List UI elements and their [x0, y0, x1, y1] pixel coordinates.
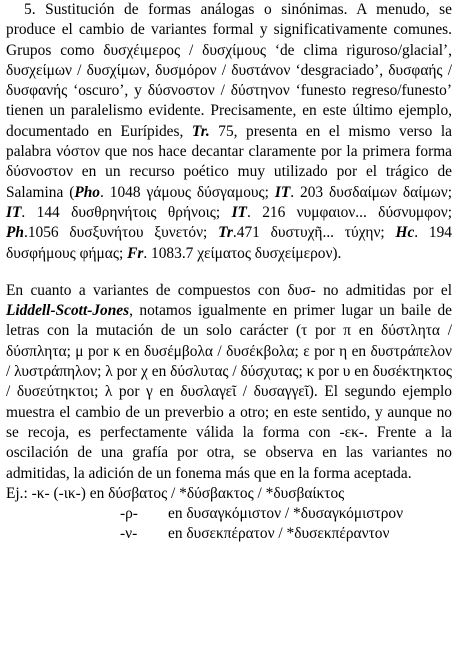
reference: Ph — [6, 224, 24, 242]
reference: IT — [274, 183, 291, 201]
example-row — [6, 524, 452, 544]
body-text: . 194 δυσφήμους φήμας; — [6, 224, 452, 262]
reference: Tr — [218, 224, 233, 242]
document-page — [6, 0, 452, 545]
examples-lead: Ej.: — [6, 484, 28, 502]
example-text: en δυσεκπέρατον / *δυσεκπέραντον — [168, 525, 390, 543]
example-mark: -ν- — [120, 525, 138, 543]
example-mark: -ρ- — [120, 505, 138, 523]
example-indent — [6, 504, 120, 524]
paragraph-gap — [6, 264, 452, 281]
body-text: .1056 δυσξυνήτου ξυνετόν; — [23, 224, 219, 242]
body-text: . 203 δυσδαίμων δαίμων; — [290, 183, 452, 201]
section-heading: Sustitución de formas análogas o sinónimas. — [45, 1, 348, 18]
reference: Fr — [127, 244, 144, 262]
body-text: A menudo, se produce el cambio de variantes formal y significativamente comunes. Grupos como δυσχέιμερος / δυσχίμους ‘de clima riguroso/glacial’, δυσχείμων / δυσχίμων, δυσμόρον / δυστάνον ‘desgraciado’, δυσφαής / δυσφανής ‘oscuro’, y δύσνοστον / δύστηνον ‘funesto regreso/funesto’ tienen un paralelismo evidente. Precisamente, en este último ejemplo, documentado en Eurípides, — [6, 1, 452, 140]
paragraph-compuestos — [6, 281, 452, 484]
example-row — [6, 484, 452, 504]
example-indent — [6, 524, 120, 544]
body-text: . 216 νυμφαιον... δύσνυμφον; — [246, 203, 452, 221]
reference: IT — [231, 203, 247, 221]
body-text: .471 δυστυχῆ... τύχην; — [232, 224, 396, 242]
body-text: , notamos igualmente en primer lugar un baile de letras con la mutación de un solo carácter (τ por π en δύστλητα / δύσπλητα; μ por κ en δυσέμβολα / δυσέκβολα; ε por η en δυστράπελον / λυστράπηλον; λ por χ en δύσλυτας / δύσχυτας; κ por υ en δυσέκτηκτος / δυσεύτηκτοι; λ por γ en δυσλαγεῖ / δυσαγγεῖ). El segundo ejemplo muestra el cambio de un preverbio a otro; en este sentido, y aunque no se recoja, es perfectamente válida la forma con -εκ-. Frente a la oscilación de una grafía por otra, se observa en las variantes no admitidas, la adición de un fonema más que en la forma aceptada. — [6, 302, 452, 482]
example-text: en δύσβατος / *δύσβακτος / *δυσβαίκτος — [89, 484, 345, 502]
reference: Hc — [395, 224, 415, 242]
paragraph-sinonimas — [6, 0, 452, 264]
body-text: . 1083.7 χείματος δυσχείμερον). — [143, 244, 342, 262]
body-text: . 1048 γάμους δύσγαμους; — [99, 183, 275, 201]
reference: Pho — [74, 183, 100, 201]
example-row — [6, 504, 452, 524]
body-text: 75, presenta en el mismo verso la palabra νόστον que nos hace decantar claramente por la primera forma δύσνοστον en un recurso poético muy utilizado por el trágico de Salamina ( — [6, 122, 452, 201]
body-text: En cuanto a variantes de compuestos con δυσ- no admitidas por el — [6, 281, 452, 299]
examples-block — [6, 484, 452, 545]
reference: Tr. — [191, 122, 210, 140]
example-text: en δυσαγκόμιστον / *δυσαγκόμιστρον — [168, 505, 404, 523]
body-text: . 144 δυσθρηνήτοις θρήνοις; — [21, 203, 232, 221]
lexicon-reference: Liddell-Scott-Jones — [6, 302, 130, 320]
section-number: 5. — [24, 1, 36, 18]
reference: IT — [6, 203, 22, 221]
example-mark: -κ- (-ικ-) — [31, 484, 86, 502]
